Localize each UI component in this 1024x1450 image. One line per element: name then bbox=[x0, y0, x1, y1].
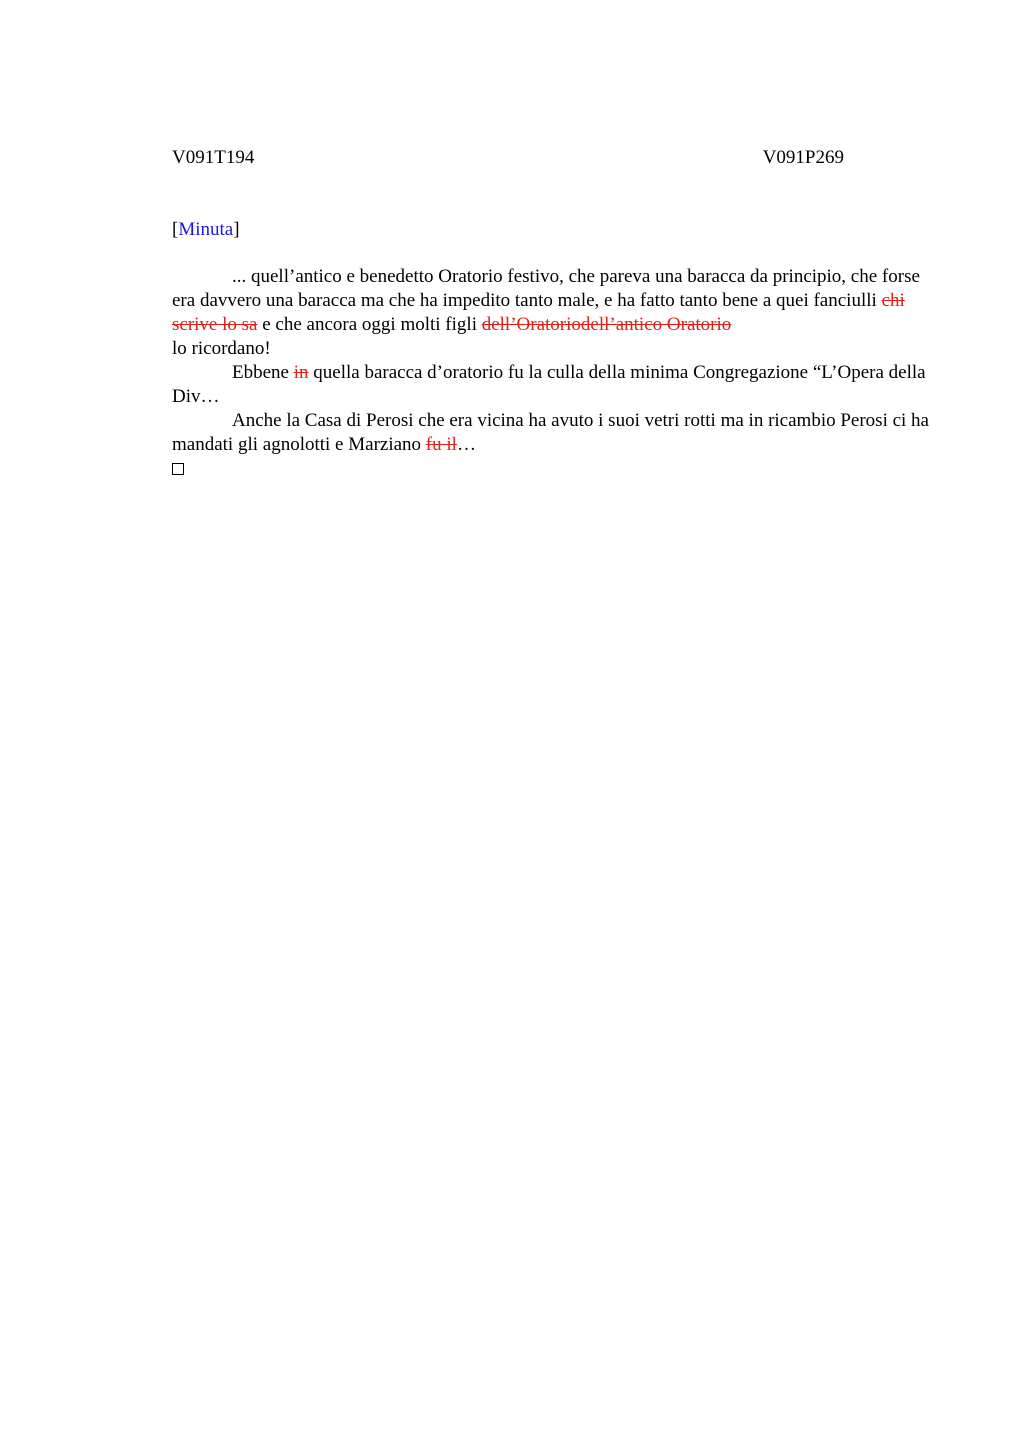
deleted-text-4: fu il bbox=[425, 434, 457, 455]
label-close-bracket: ] bbox=[233, 219, 240, 240]
paragraph-3-text-a: Anche la Casa di Perosi che era vicina ha avuto i suoi vetri rotti ma in ricambio Perosi ci ha mandati gli agnolotti e Marziano bbox=[172, 410, 929, 455]
document-type-label bbox=[172, 218, 240, 242]
paragraph-3 bbox=[172, 409, 932, 457]
document-body bbox=[172, 265, 932, 482]
paragraph-1-text-c: lo ricordano! bbox=[172, 338, 271, 359]
paragraph-3-text-b: … bbox=[456, 434, 476, 455]
deleted-text-3: in bbox=[293, 362, 309, 383]
paragraph-2-text-a: Ebbene bbox=[232, 362, 294, 383]
square-box-icon bbox=[172, 463, 184, 475]
deleted-text-2: dell’Oratoriodell’antico Oratorio bbox=[481, 314, 732, 335]
paragraph-2 bbox=[172, 361, 932, 409]
page-header bbox=[172, 146, 844, 172]
deleted-text-1: chi scrive lo sa bbox=[172, 290, 905, 335]
paragraph-1-text-a: ... quell’antico e benedetto Oratorio festivo, che pareva una baracca da principio, che forse era davvero una baracca ma che ha impedito tanto male, e ha fatto tanto bene a quei fanciulli bbox=[172, 266, 920, 311]
paragraph-1 bbox=[172, 265, 932, 361]
label-open-bracket: [ bbox=[172, 219, 179, 240]
paragraph-2-text-b: quella baracca d’oratorio fu la culla della minima Congregazione “L’Opera della Div… bbox=[172, 362, 926, 407]
document-code-left: V091T194 bbox=[172, 147, 255, 168]
end-mark-line bbox=[172, 457, 932, 482]
document-code-right: V091P269 bbox=[762, 147, 844, 168]
label-minuta: Minuta bbox=[178, 219, 234, 240]
paragraph-1-text-b: e che ancora oggi molti figli bbox=[257, 314, 482, 335]
